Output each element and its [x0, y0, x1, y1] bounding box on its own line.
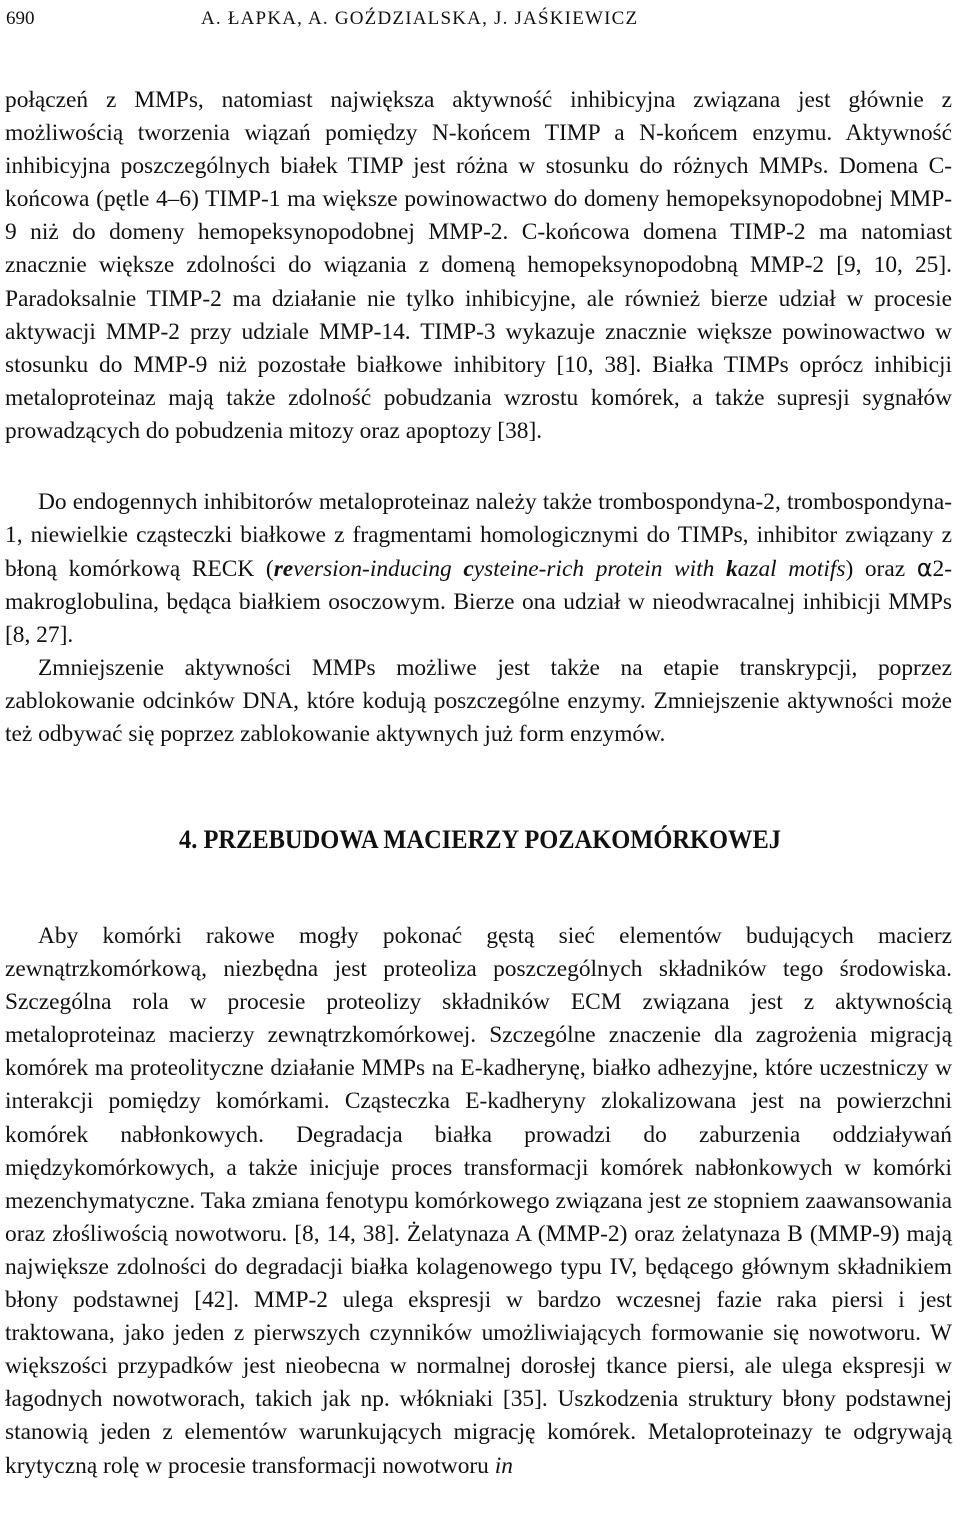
paragraph-text: połączeń z MMPs, natomiast największa aktywność inhibicyjna związana jest głównie z możliwością tworzenia wiązań pomiędzy N-końcem TIMP a N-końcem enzymu. Aktywność inhibicyjna poszczególnych białek TIMP jest różna w stosunku do różnych MMPs. Domena C-końcowa (pętle 4–6) TIMP-1 ma większe powinowactwo do domeny hemopeksynopodobnej MMP- 9 niż do domeny hemopeksynopodobnej MMP-2. C-końcowa domena TIMP-2 ma natomiast znacznie większe zdolności do wiązania z domeną hemopeksynopodobną MMP-2 [9, 10, 25]. Paradoksalnie TIMP-2 ma działanie nie tylko inhibicyjne, ale również bierze udział w procesie aktywacji MMP-2 przy udziale MMP-14. TIMP-3 wykazuje znacznie większe powinowactwo w stosunku do MMP-9 niż pozostałe białkowe inhibitory [10, 38]. Białka TIMPs oprócz inhibicji metaloproteinaz mają także zdolność pobudzania wzrostu komórek, a także supresji sygnałów prowadzących do pobudzenia mitozy oraz apoptozy [38]. [5, 87, 952, 444]
page-number: 690 [6, 8, 35, 29]
paragraph-text [5, 920, 952, 1483]
alpha-symbol: α [916, 554, 933, 583]
text-segment: Aby komórki rakowe mogły pokonać gęstą sieć elementów budujących macierz zewnątrzkomórkową, niezbędna jest proteoliza poszczególnych składników tego środowiska. Szczególna rola w procesie proteolizy składników ECM związana jest z aktywnością metaloproteinaz macierzy zewnątrzkomórkowej. Szczególne znaczenie dla zagrożenia migracją komórek ma proteolityczne działanie MMPs na E-kadherynę, białko adhezyjne, które uczestniczy w interakcji pomiędzy komórkami. Cząsteczka E-kadheryny zlokalizowana jest na powierzchni komórek nabłonkowych. Degradacja białka prowadzi do zaburzenia oddziaływań międzykomórkowych, a także inicjuje proces transformacji komórek nabłonkowych w komórki mezenchymatyczne. Taka zmiana fenotypu komórkowego związana jest ze stopniem zaawansowania oraz złośliwością nowotworu. [8, 14, 38]. Żelatynaza A (MMP-2) oraz żelatynaza B (MMP-9) mają największe zdolności do degradacji białka kolagenowego typu IV, będącego głównym składnikiem błony podstawnej [42]. MMP-2 ulega ekspresji w bardzo wczesnej fazie raka piersi i jest traktowana, jako jeden z pierwszych czynników umożliwiających formowanie się nowotworu. W większości przypadków jest nieobecna w normalnej dorosłej tkance piersi, ale ulega ekspresji w łagodnych nowotworach, takich jak np. włókniaki [35]. Uszkodzenia struktury błony podstawnej stanowią jeden z elementów warunkujących migrację komórek. Metaloproteinazy te odgrywają krytyczną rolę w procesie transformacji nowotworu [5, 923, 952, 1479]
paragraph-endogenous-inhibitors [5, 486, 952, 652]
paragraph-ecm-remodeling [5, 920, 952, 1483]
emphasis-re: re [273, 556, 294, 583]
italic-segment: in [494, 1452, 513, 1479]
emphasis-k: k [725, 556, 738, 583]
running-head-authors: A. ŁAPKA, A. GOŹDZIALSKA, J. JAŚKIEWICZ [201, 8, 639, 29]
italic-segment: version-inducing [293, 556, 464, 583]
italic-segment: ysteine-rich protein with [473, 556, 726, 583]
emphasis-c: c [463, 556, 474, 583]
paragraph-text: Zmniejszenie aktywności MMPs możliwe jest także na etapie transkrypcji, poprzez zablokowanie odcinków DNA, które kodują poszczególne enzymy. Zmniejszenie aktywności może też odbywać się poprzez zablokowanie aktywnych już form enzymów. [5, 655, 952, 748]
section-heading: 4. PRZEBUDOWA MACIERZY POZAKOMÓRKOWEJ [179, 825, 781, 854]
page-header [6, 4, 951, 34]
text-segment: ) oraz [845, 556, 917, 583]
paragraph-text [5, 486, 952, 652]
text-segment: 2-makroglobulina, będąca białkiem osoczowym. Bierze ona udział w nieodwracalnej inhibicji MMPs [8, 27]. [5, 556, 953, 649]
text-segment: Do endogennych inhibitorów metaloproteinaz należy także trombospondyna-2, trombospondyna-1, niewielkie cząsteczki białkowe z fragmentami homologicznymi do TIMPs, inhibitor związany z błoną komórkową RECK ( [5, 489, 952, 583]
italic-segment: azal motifs [737, 556, 846, 583]
paragraph-timp-activity [5, 84, 952, 448]
paragraph-transcription [5, 652, 952, 751]
